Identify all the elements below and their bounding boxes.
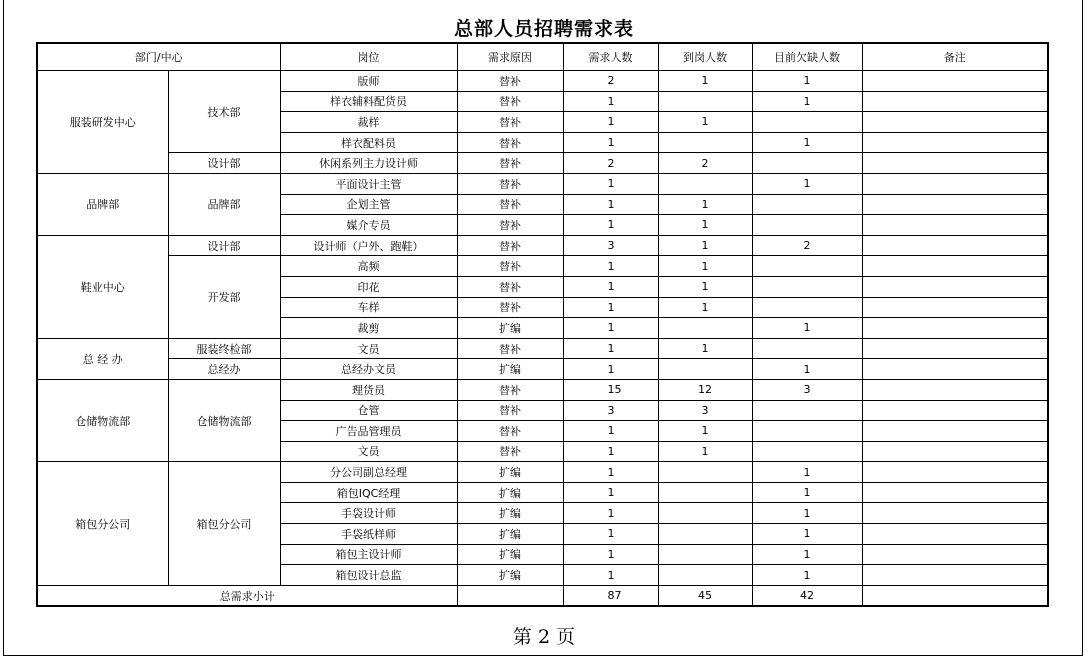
position-cell: 样衣辅料配货员 [280, 91, 457, 112]
lack-cell: 1 [752, 91, 862, 112]
position-cell: 版师 [280, 71, 457, 92]
note-cell [862, 482, 1048, 503]
lack-cell: 1 [752, 565, 862, 586]
lack-cell [752, 153, 862, 174]
position-cell: 裁剪 [280, 318, 457, 339]
reason-cell: 替补 [457, 379, 563, 400]
dept-cell: 仓储物流部 [168, 379, 280, 461]
position-cell: 企划主管 [280, 194, 457, 215]
arrived-cell [658, 91, 752, 112]
note-cell [862, 441, 1048, 462]
table-row [37, 338, 1048, 359]
note-cell [862, 235, 1048, 256]
header-arrived: 到岗人数 [658, 43, 752, 71]
page-number: 第 2 页 [512, 626, 576, 648]
lack-cell: 1 [752, 462, 862, 483]
dept-cell: 开发部 [168, 256, 280, 338]
document-title: 总部人员招聘需求表 [453, 18, 634, 40]
position-cell: 广告品管理员 [280, 421, 457, 442]
total-arrived: 45 [658, 585, 752, 606]
dept-cell: 箱包分公司 [168, 462, 280, 586]
total-demand: 87 [563, 585, 658, 606]
lack-cell [752, 256, 862, 277]
position-cell: 箱包主设计师 [280, 544, 457, 565]
header-note: 备注 [862, 43, 1048, 71]
note-cell [862, 215, 1048, 236]
demand-cell: 15 [563, 379, 658, 400]
table-row [37, 256, 1048, 277]
demand-cell: 1 [563, 297, 658, 318]
position-cell: 设计师（户外、跑鞋） [280, 235, 457, 256]
recruitment-table [36, 42, 1049, 607]
lack-cell: 1 [752, 318, 862, 339]
position-cell: 车样 [280, 297, 457, 318]
total-lack: 42 [752, 585, 862, 606]
position-cell: 箱包IQC经理 [280, 482, 457, 503]
position-cell: 箱包设计总监 [280, 565, 457, 586]
arrived-cell: 1 [658, 194, 752, 215]
reason-cell: 替补 [457, 441, 563, 462]
total-row [37, 585, 1048, 606]
note-cell [862, 503, 1048, 524]
note-cell [862, 544, 1048, 565]
arrived-cell: 1 [658, 235, 752, 256]
note-cell [862, 421, 1048, 442]
table-row [37, 235, 1048, 256]
total-label: 总需求小计 [37, 585, 457, 606]
note-cell [862, 400, 1048, 421]
note-cell [862, 462, 1048, 483]
note-cell [862, 91, 1048, 112]
position-cell: 媒介专员 [280, 215, 457, 236]
arrived-cell: 3 [658, 400, 752, 421]
position-cell: 文员 [280, 441, 457, 462]
arrived-cell: 12 [658, 379, 752, 400]
table-row [37, 71, 1048, 92]
lack-cell: 1 [752, 503, 862, 524]
note-cell [862, 132, 1048, 153]
table-row [37, 153, 1048, 174]
note-cell [862, 71, 1048, 92]
arrived-cell [658, 482, 752, 503]
lack-cell: 1 [752, 482, 862, 503]
note-cell [862, 359, 1048, 380]
table-row [37, 462, 1048, 483]
center-cell: 总 经 办 [37, 338, 168, 379]
demand-cell: 1 [563, 503, 658, 524]
position-cell: 理货员 [280, 379, 457, 400]
arrived-cell: 2 [658, 153, 752, 174]
arrived-cell [658, 565, 752, 586]
reason-cell: 扩编 [457, 359, 563, 380]
arrived-cell: 1 [658, 112, 752, 133]
position-cell: 样衣配料员 [280, 132, 457, 153]
arrived-cell: 1 [658, 215, 752, 236]
note-cell [862, 153, 1048, 174]
position-cell: 裁样 [280, 112, 457, 133]
arrived-cell [658, 503, 752, 524]
lack-cell [752, 194, 862, 215]
demand-cell: 3 [563, 235, 658, 256]
dept-cell: 设计部 [168, 235, 280, 256]
dept-cell: 服装终检部 [168, 338, 280, 359]
reason-cell: 替补 [457, 338, 563, 359]
header-dept: 部门/中心 [37, 43, 280, 71]
arrived-cell: 1 [658, 276, 752, 297]
reason-cell: 扩编 [457, 524, 563, 545]
lack-cell: 1 [752, 173, 862, 194]
position-cell: 印花 [280, 276, 457, 297]
demand-cell: 1 [563, 91, 658, 112]
note-cell [862, 524, 1048, 545]
dept-cell: 设计部 [168, 153, 280, 174]
lack-cell [752, 441, 862, 462]
demand-cell: 2 [563, 71, 658, 92]
note-cell [862, 318, 1048, 339]
demand-cell: 3 [563, 400, 658, 421]
dept-cell: 总经办 [168, 359, 280, 380]
lack-cell: 3 [752, 379, 862, 400]
lack-cell [752, 400, 862, 421]
demand-cell: 1 [563, 318, 658, 339]
lack-cell: 1 [752, 71, 862, 92]
reason-cell: 替补 [457, 112, 563, 133]
reason-cell: 替补 [457, 235, 563, 256]
position-cell: 总经办文员 [280, 359, 457, 380]
demand-cell: 1 [563, 359, 658, 380]
position-cell: 休闲系列主力设计师 [280, 153, 457, 174]
demand-cell: 1 [563, 565, 658, 586]
position-cell: 分公司副总经理 [280, 462, 457, 483]
position-cell: 手袋设计师 [280, 503, 457, 524]
reason-cell: 扩编 [457, 482, 563, 503]
demand-cell: 1 [563, 544, 658, 565]
arrived-cell [658, 544, 752, 565]
dept-cell: 品牌部 [168, 173, 280, 235]
lack-cell [752, 276, 862, 297]
arrived-cell: 1 [658, 71, 752, 92]
lack-cell: 1 [752, 544, 862, 565]
reason-cell: 替补 [457, 173, 563, 194]
lack-cell [752, 215, 862, 236]
header-row [37, 43, 1048, 71]
note-cell [862, 276, 1048, 297]
lack-cell: 2 [752, 235, 862, 256]
arrived-cell [658, 132, 752, 153]
note-cell [862, 194, 1048, 215]
note-cell [862, 297, 1048, 318]
demand-cell: 2 [563, 153, 658, 174]
demand-cell: 1 [563, 215, 658, 236]
note-cell [862, 112, 1048, 133]
arrived-cell [658, 173, 752, 194]
reason-cell: 扩编 [457, 503, 563, 524]
reason-cell: 替补 [457, 91, 563, 112]
demand-cell: 1 [563, 441, 658, 462]
position-cell: 高频 [280, 256, 457, 277]
reason-cell: 替补 [457, 194, 563, 215]
table-row [37, 379, 1048, 400]
arrived-cell: 1 [658, 441, 752, 462]
note-cell [862, 379, 1048, 400]
reason-cell: 扩编 [457, 462, 563, 483]
reason-cell: 替补 [457, 421, 563, 442]
table-row [37, 359, 1048, 380]
note-cell [862, 173, 1048, 194]
arrived-cell: 1 [658, 421, 752, 442]
position-cell: 手袋纸样师 [280, 524, 457, 545]
demand-cell: 1 [563, 462, 658, 483]
lack-cell: 1 [752, 132, 862, 153]
center-cell: 鞋业中心 [37, 235, 168, 338]
lack-cell [752, 338, 862, 359]
reason-cell: 替补 [457, 400, 563, 421]
reason-cell: 替补 [457, 215, 563, 236]
lack-cell [752, 112, 862, 133]
table-body [37, 71, 1048, 586]
arrived-cell [658, 462, 752, 483]
center-cell: 仓储物流部 [37, 379, 168, 461]
reason-cell: 扩编 [457, 565, 563, 586]
demand-cell: 1 [563, 338, 658, 359]
reason-cell: 替补 [457, 256, 563, 277]
lack-cell [752, 297, 862, 318]
demand-cell: 1 [563, 132, 658, 153]
header-reason: 需求原因 [457, 43, 563, 71]
demand-cell: 1 [563, 256, 658, 277]
reason-cell: 扩编 [457, 544, 563, 565]
center-cell: 品牌部 [37, 173, 168, 235]
center-cell: 服装研发中心 [37, 71, 168, 174]
arrived-cell [658, 524, 752, 545]
reason-cell: 替补 [457, 71, 563, 92]
demand-cell: 1 [563, 276, 658, 297]
demand-cell: 1 [563, 482, 658, 503]
demand-cell: 1 [563, 524, 658, 545]
note-cell [862, 256, 1048, 277]
total-note [862, 585, 1048, 606]
arrived-cell: 1 [658, 256, 752, 277]
reason-cell: 替补 [457, 297, 563, 318]
demand-cell: 1 [563, 421, 658, 442]
lack-cell: 1 [752, 524, 862, 545]
center-cell: 箱包分公司 [37, 462, 168, 586]
demand-cell: 1 [563, 194, 658, 215]
dept-cell: 技术部 [168, 71, 280, 153]
arrived-cell: 1 [658, 297, 752, 318]
note-cell [862, 565, 1048, 586]
position-cell: 平面设计主管 [280, 173, 457, 194]
arrived-cell: 1 [658, 338, 752, 359]
lack-cell: 1 [752, 359, 862, 380]
reason-cell: 替补 [457, 132, 563, 153]
arrived-cell [658, 359, 752, 380]
lack-cell [752, 421, 862, 442]
demand-cell: 1 [563, 112, 658, 133]
header-position: 岗位 [280, 43, 457, 71]
table-row [37, 173, 1048, 194]
reason-cell: 替补 [457, 153, 563, 174]
header-demand: 需求人数 [563, 43, 658, 71]
reason-cell: 替补 [457, 276, 563, 297]
reason-cell: 扩编 [457, 318, 563, 339]
total-reason [457, 585, 563, 606]
demand-cell: 1 [563, 173, 658, 194]
position-cell: 文员 [280, 338, 457, 359]
position-cell: 仓管 [280, 400, 457, 421]
arrived-cell [658, 318, 752, 339]
header-lack: 目前欠缺人数 [752, 43, 862, 71]
note-cell [862, 338, 1048, 359]
